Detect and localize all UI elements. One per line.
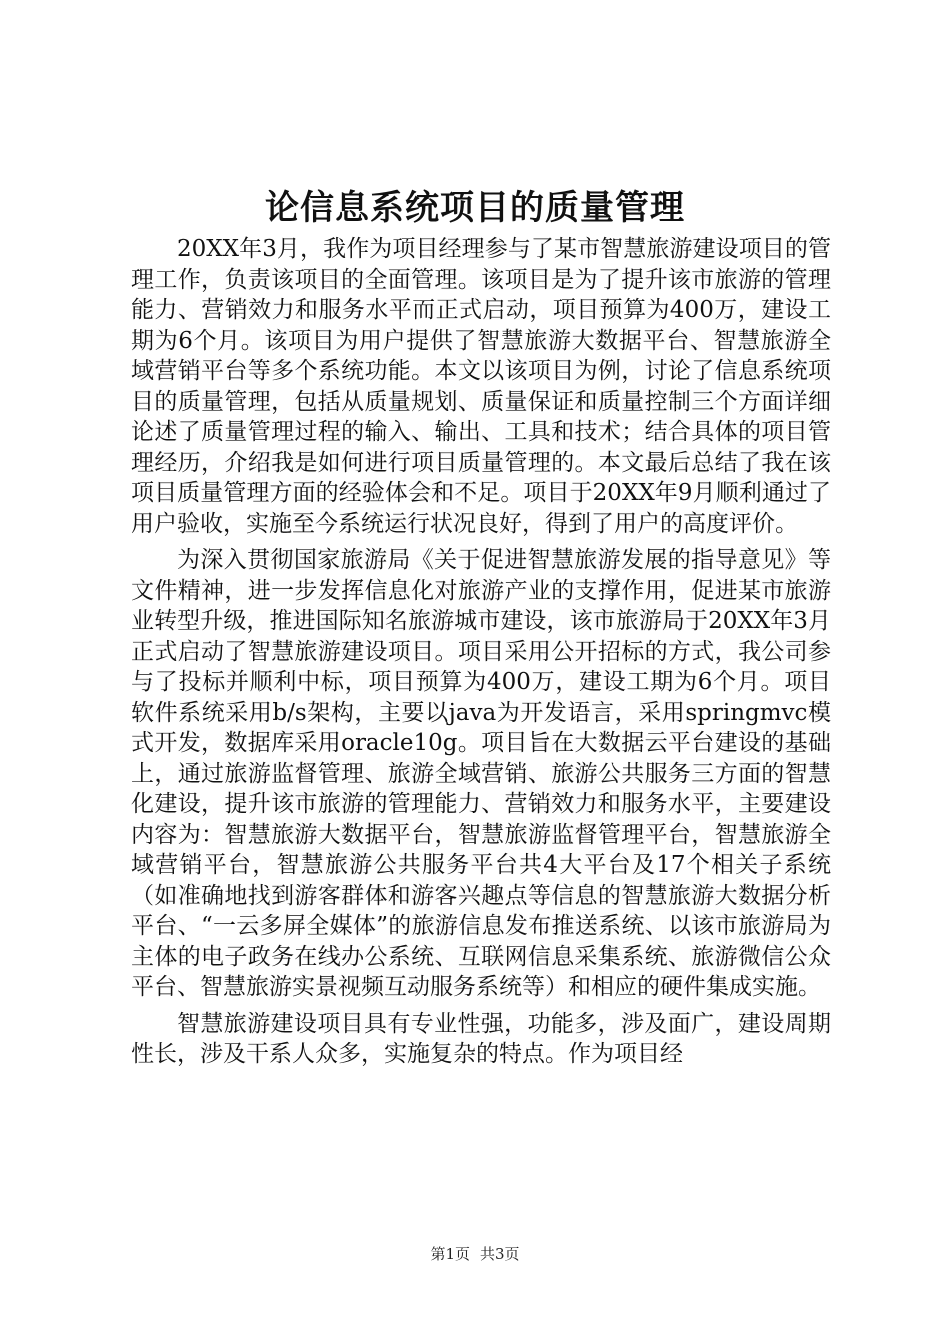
page-footer: [0, 1244, 950, 1264]
paragraph-characteristics: 智慧旅游建设项目具有专业性强，功能多，涉及面广，建设周期性长，涉及干系人众多，实施复杂的特点。作为项目经: [131, 1010, 831, 1067]
paragraph-background: 为深入贯彻国家旅游局《关于促进智慧旅游发展的指导意见》等文件精神，进一步发挥信息化对旅游产业的支撑作用，促进某市旅游业转型升级，推进国际知名旅游城市建设，该市旅游局于20XX年3月正式启动了智慧旅游建设项目。项目采用公开招标的方式，我公司参与了投标并顺利中标，项目预算为400万，建设工期为6个月。项目软件系统采用b/s架构，主要以java为开发语言，采用springmvc模式开发，数据库采用oracle10g。项目旨在大数据云平台建设的基础上，通过旅游监督管理、旅游全域营销、旅游公共服务三方面的智慧化建设，提升该市旅游的管理能力、营销效力和服务水平，主要建设内容为：智慧旅游大数据平台，智慧旅游监督管理平台，智慧旅游全域营销平台，智慧旅游公共服务平台共4大平台及17个相关子系统（如准确地找到游客群体和游客兴趣点等信息的智慧旅游大数据分析平台、“一云多屏全媒体”的旅游信息发布推送系统、以该市旅游局为主体的电子政务在线办公系统、互联网信息采集系统、旅游微信公众平台、智慧旅游实景视频互动服务系统等）和相应的硬件集成实施。: [131, 547, 831, 1000]
document-title: 论信息系统项目的质量管理: [265, 188, 685, 228]
paragraph-abstract: 20XX年3月，我作为项目经理参与了某市智慧旅游建设项目的管理工作，负责该项目的全面管理。该项目是为了提升该市旅游的管理能力、营销效力和服务水平而正式启动，项目预算为400万，建设工期为6个月。该项目为用户提供了智慧旅游大数据平台、智慧旅游全域营销平台等多个系统功能。本文以该项目为例，讨论了信息系统项目的质量管理，包括从质量规划、质量保证和质量控制三个方面详细论述了质量管理过程的输入、输出、工具和技术；结合具体的项目管理经历，介绍我是如何进行项目质量管理的。本文最后总结了我在该项目质量管理方面的经验体会和不足。项目于20XX年9月顺利通过了用户验收，实施至今系统运行状况良好，得到了用户的高度评价。: [131, 236, 831, 537]
document-body: [131, 234, 831, 1076]
page-total: 共3页: [480, 1245, 520, 1263]
page-number: 第1页: [430, 1245, 470, 1263]
